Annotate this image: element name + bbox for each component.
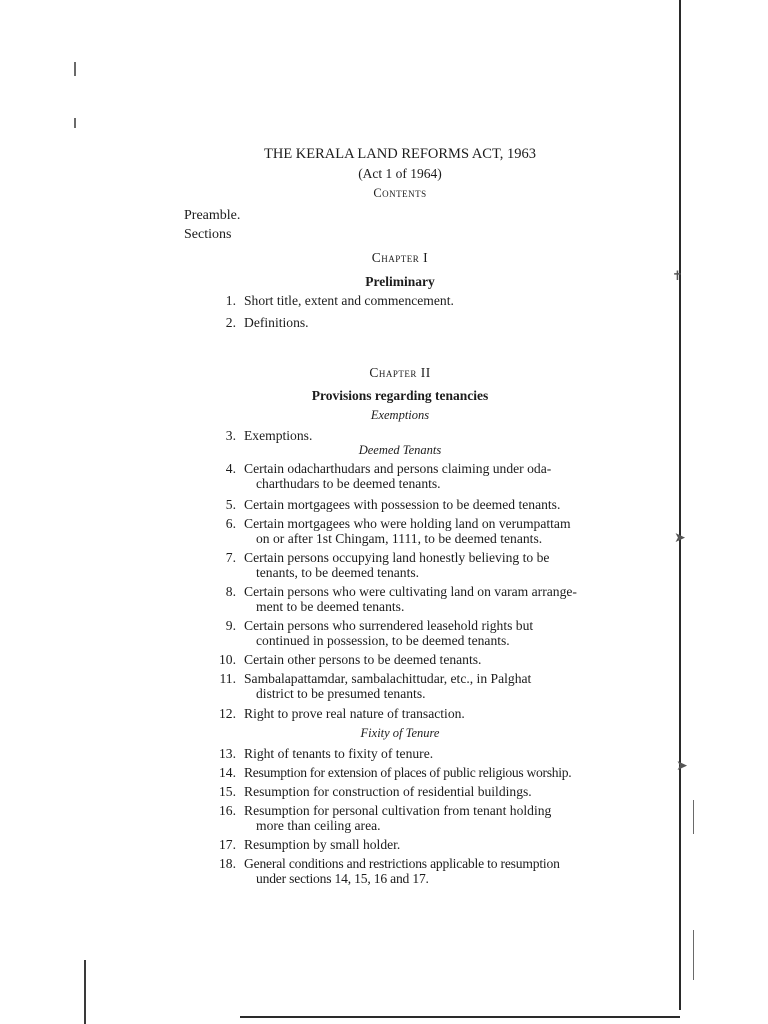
speck-mark: ✝ — [672, 268, 683, 283]
scan-mark — [693, 930, 694, 980]
section-title: General conditions and restrictions applicable to resumption — [244, 856, 560, 871]
section-title: Resumption by small holder. — [244, 837, 401, 852]
section-title-continued: on or after 1st Chingam, 1111, to be deemed tenants. — [256, 531, 543, 546]
section-title-continued: under sections 14, 15, 16 and 17. — [256, 871, 429, 886]
section-entry — [200, 652, 625, 667]
subheading-fixity-of-tenure: Fixity of Tenure — [360, 726, 440, 740]
section-number: 4. — [225, 461, 236, 476]
section-entry — [200, 516, 625, 546]
section-title: Resumption for construction of residential buildings. — [244, 784, 532, 799]
section-number: 6. — [225, 516, 236, 531]
section-entry — [200, 706, 625, 721]
section-title: Resumption for personal cultivation from tenant holding — [244, 803, 552, 818]
section-title: Certain persons occupying land honestly believing to be — [244, 550, 550, 565]
section-title-continued: charthudars to be deemed tenants. — [256, 476, 441, 491]
chapter-2-label: Chapter II — [369, 365, 431, 380]
section-title: Right to prove real nature of transaction. — [244, 706, 465, 721]
section-entry — [200, 428, 625, 443]
subheading-exemptions: Exemptions — [370, 408, 430, 422]
section-title: Certain persons who surrendered leasehold rights but — [244, 618, 534, 633]
page-edge-left — [84, 960, 86, 1024]
section-title-continued: more than ceiling area. — [256, 818, 381, 833]
section-title: Definitions. — [244, 315, 309, 330]
section-entry — [200, 461, 625, 491]
speck-mark: ➤ — [674, 531, 686, 546]
section-number: 7. — [225, 550, 236, 565]
section-title: Exemptions. — [244, 428, 313, 443]
section-number: 12. — [219, 706, 236, 721]
chapter-1-title: Preliminary — [365, 274, 435, 289]
section-title: Certain other persons to be deemed tenants. — [244, 652, 482, 667]
section-title: Certain persons who were cultivating land on varam arrange- — [244, 584, 577, 599]
section-number: 15. — [219, 784, 236, 799]
section-number: 2. — [225, 315, 236, 330]
speck-mark: ➤ — [676, 759, 688, 774]
chapter-2-title: Provisions regarding tenancies — [311, 388, 489, 403]
act-number: (Act 1 of 1964) — [358, 166, 442, 181]
section-number: 11. — [219, 671, 236, 686]
scan-mark — [74, 62, 76, 76]
section-entry — [200, 784, 625, 799]
section-number: 3. — [225, 428, 236, 443]
section-entry — [200, 837, 625, 852]
section-number: 18. — [219, 856, 236, 871]
preamble-label: Preamble. — [184, 208, 241, 223]
section-title-continued: tenants, to be deemed tenants. — [256, 565, 420, 580]
page-edge-bottom — [240, 1016, 680, 1018]
section-title: Sambalapattamdar, sambalachittudar, etc., in Palghat — [244, 671, 532, 686]
section-entry — [200, 671, 625, 701]
scan-mark — [693, 800, 694, 834]
section-entry — [200, 746, 625, 761]
section-number: 17. — [219, 837, 236, 852]
section-number: 5. — [225, 497, 236, 512]
section-number: 16. — [219, 803, 236, 818]
section-title: Resumption for extension of places of public religious worship. — [244, 765, 572, 780]
contents-heading: Contents — [373, 186, 427, 200]
section-entry — [200, 856, 625, 886]
section-entry — [200, 550, 625, 580]
section-title: Certain mortgagees with possession to be deemed tenants. — [244, 497, 561, 512]
section-number: 10. — [219, 652, 236, 667]
section-title-continued: continued in possession, to be deemed tenants. — [256, 633, 510, 648]
section-entry — [200, 803, 625, 833]
section-number: 13. — [219, 746, 236, 761]
section-entry — [200, 618, 625, 648]
section-title: Certain mortgagees who were holding land on verumpattam — [244, 516, 571, 531]
section-entry — [200, 584, 625, 614]
section-title-continued: district to be presumed tenants. — [256, 686, 426, 701]
scan-mark — [74, 118, 76, 128]
section-entry — [200, 765, 625, 780]
section-title: Right of tenants to fixity of tenure. — [244, 746, 434, 761]
section-title: Certain odacharthudars and persons claiming under oda- — [244, 461, 552, 476]
section-number: 1. — [225, 293, 236, 308]
chapter-1-label: Chapter I — [371, 250, 429, 265]
section-entry — [200, 497, 625, 512]
sections-label: Sections — [184, 227, 232, 242]
section-number: 9. — [225, 618, 236, 633]
section-entry — [200, 315, 625, 330]
subheading-deemed-tenants: Deemed Tenants — [358, 443, 442, 457]
section-title-continued: ment to be deemed tenants. — [256, 599, 405, 614]
section-number: 8. — [225, 584, 236, 599]
section-entry — [200, 293, 625, 308]
section-title: Short title, extent and commencement. — [244, 293, 454, 308]
document-title: THE KERALA LAND REFORMS ACT, 1963 — [263, 146, 537, 162]
section-number: 14. — [219, 765, 236, 780]
